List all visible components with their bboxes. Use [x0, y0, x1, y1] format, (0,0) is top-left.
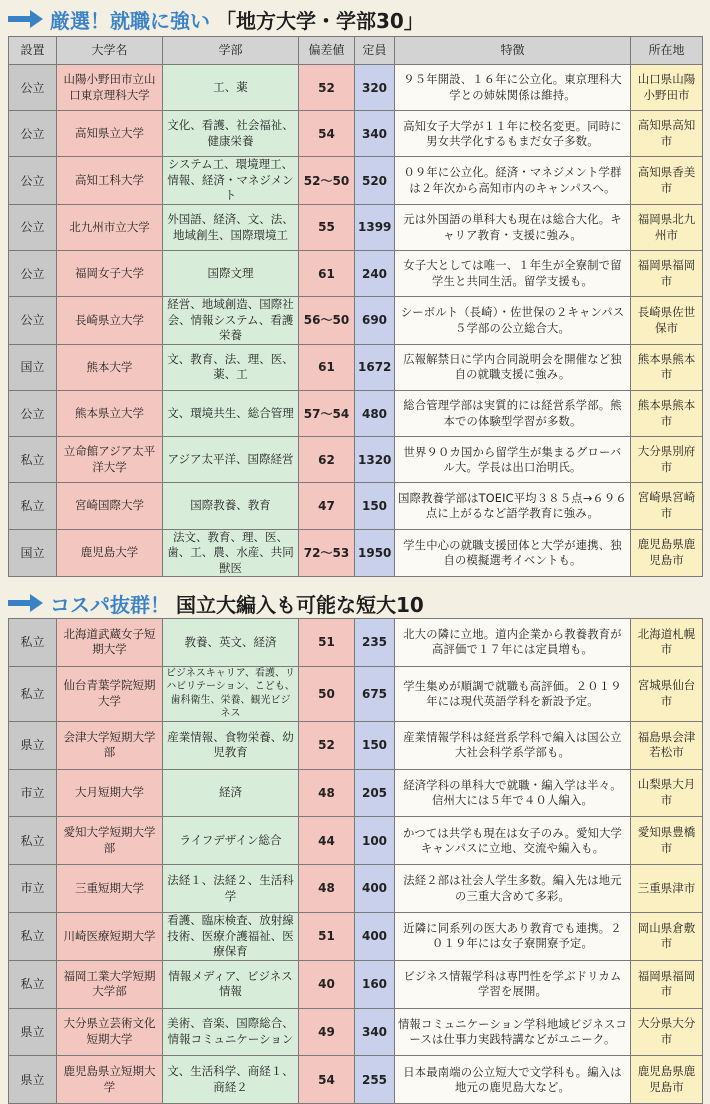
feature-cell: 女子大としては唯一、１年生が全寮制で留学生と共同生活。留学支援も。: [395, 251, 631, 297]
right-arrow-icon: [8, 9, 44, 29]
deviation-cell: 56〜50: [299, 297, 355, 345]
dept-cell: 外国語、経済、文、法、地域創生、国際環境工: [163, 204, 299, 250]
feature-cell: 法経２部は社会人学生多数。編入先は地元の三重大含めて多彩。: [395, 865, 631, 913]
deviation-cell: 52: [299, 65, 355, 111]
location-cell: 宮崎県宮崎市: [631, 483, 703, 529]
name-cell: 北九州市立大学: [57, 204, 163, 250]
capacity-cell: 520: [355, 157, 395, 205]
deviation-cell: 47: [299, 483, 355, 529]
deviation-cell: 61: [299, 344, 355, 390]
capacity-cell: 160: [355, 960, 395, 1008]
deviation-cell: 52: [299, 721, 355, 769]
header-type: 設置: [9, 37, 57, 65]
name-cell: 福岡女子大学: [57, 251, 163, 297]
type-cell: 公立: [9, 251, 57, 297]
name-cell: 長崎県立大学: [57, 297, 163, 345]
dept-cell: 文化、看護、社会福祉、健康栄養: [163, 111, 299, 157]
dept-cell: 看護、臨床検査、放射線技術、医療介護福祉、医療保育: [163, 912, 299, 960]
name-cell: 熊本大学: [57, 344, 163, 390]
dept-cell: ビジネスキャリア、看護、リハビリテーション、こども、歯科衛生、栄養、観光ビジネス: [163, 666, 299, 721]
feature-cell: 総合管理学部は実質的には経営系学部。熊本での体験型学習が多数。: [395, 391, 631, 437]
table-row: [9, 1008, 703, 1056]
type-cell: 市立: [9, 865, 57, 913]
capacity-cell: 675: [355, 666, 395, 721]
feature-cell: 高知女子大学が１１年に校名変更。同時に男女共学化するもまだ女子多数。: [395, 111, 631, 157]
dept-cell: 経営、地域創造、国際社会、情報システム、看護栄養: [163, 297, 299, 345]
deviation-cell: 62: [299, 437, 355, 483]
table-row: [9, 1056, 703, 1104]
location-cell: 宮城県仙台市: [631, 666, 703, 721]
name-cell: 福岡工業大学短期大学部: [57, 960, 163, 1008]
type-cell: 県立: [9, 1008, 57, 1056]
section2-title: [8, 588, 424, 618]
capacity-cell: 400: [355, 865, 395, 913]
capacity-cell: 480: [355, 391, 395, 437]
table-row: [9, 344, 703, 390]
location-cell: 大分県大分市: [631, 1008, 703, 1056]
deviation-cell: 54: [299, 1056, 355, 1104]
table-row: [9, 204, 703, 250]
name-cell: 大分県立芸術文化短期大学: [57, 1008, 163, 1056]
deviation-cell: 44: [299, 817, 355, 865]
type-cell: 私立: [9, 483, 57, 529]
header-name: 大学名: [57, 37, 163, 65]
location-cell: 愛知県豊橋市: [631, 817, 703, 865]
feature-cell: ０９年に公立化。経済・マネジメント学群は２年次から高知市内のキャンパスへ。: [395, 157, 631, 205]
table-row: [9, 666, 703, 721]
feature-cell: 情報コミュニケーション学科地域ビジネスコースは仕事力実践特講などがユニーク。: [395, 1008, 631, 1056]
dept-cell: ライフデザイン総合: [163, 817, 299, 865]
type-cell: 私立: [9, 817, 57, 865]
capacity-cell: 1320: [355, 437, 395, 483]
feature-cell: 広報解禁日に学内合同説明会を開催など独自の就職支援に強み。: [395, 344, 631, 390]
deviation-cell: 57〜54: [299, 391, 355, 437]
right-arrow-icon: [8, 593, 44, 613]
dept-cell: 経済: [163, 769, 299, 817]
header-deviation: 偏差値: [299, 37, 355, 65]
type-cell: 私立: [9, 437, 57, 483]
type-cell: 公立: [9, 391, 57, 437]
feature-cell: ９５年開設、１６年に公立化。東京理科大学との姉妹関係は維持。: [395, 65, 631, 111]
name-cell: 川崎医療短期大学: [57, 912, 163, 960]
dept-cell: 情報メディア、ビジネス情報: [163, 960, 299, 1008]
university-table-body: [9, 65, 703, 577]
table-row: [9, 912, 703, 960]
capacity-cell: 1399: [355, 204, 395, 250]
location-cell: 山口県山陽小野田市: [631, 65, 703, 111]
name-cell: 北海道武蔵女子短期大学: [57, 619, 163, 667]
name-cell: 鹿児島大学: [57, 529, 163, 577]
table-row: [9, 960, 703, 1008]
capacity-cell: 340: [355, 1008, 395, 1056]
deviation-cell: 51: [299, 619, 355, 667]
name-cell: 鹿児島県立短期大学: [57, 1056, 163, 1104]
feature-cell: 学生集めが順調で就職も高評価。２０１９年には現代英語学科を新設予定。: [395, 666, 631, 721]
table-row: [9, 391, 703, 437]
table-row: [9, 483, 703, 529]
table-row: [9, 817, 703, 865]
deviation-cell: 40: [299, 960, 355, 1008]
capacity-cell: 235: [355, 619, 395, 667]
type-cell: 県立: [9, 1056, 57, 1104]
table-row: [9, 529, 703, 577]
type-cell: 公立: [9, 204, 57, 250]
table-row: [9, 865, 703, 913]
location-cell: 鹿児島県鹿児島市: [631, 529, 703, 577]
junior-college-table: [8, 618, 703, 1104]
deviation-cell: 49: [299, 1008, 355, 1056]
name-cell: 三重短期大学: [57, 865, 163, 913]
deviation-cell: 52〜50: [299, 157, 355, 205]
dept-cell: 工、薬: [163, 65, 299, 111]
table-header-row: [9, 37, 703, 65]
feature-cell: 近隣に同系列の医大あり教育でも連携。２０１９年には女子寮開寮予定。: [395, 912, 631, 960]
name-cell: 熊本県立大学: [57, 391, 163, 437]
name-cell: 仙台青葉学院短期大学: [57, 666, 163, 721]
type-cell: 国立: [9, 344, 57, 390]
capacity-cell: 1950: [355, 529, 395, 577]
feature-cell: 北大の隣に立地。道内企業から教養教育が高評価で１７年には定員増も。: [395, 619, 631, 667]
name-cell: 会津大学短期大学部: [57, 721, 163, 769]
dept-cell: 美術、音楽、国際総合、情報コミュニケーション: [163, 1008, 299, 1056]
dept-cell: 文、環境共生、総合管理: [163, 391, 299, 437]
feature-cell: シーボルト（長崎）・佐世保の２キャンパス５学部の公立総合大。: [395, 297, 631, 345]
capacity-cell: 1672: [355, 344, 395, 390]
section1-title: [8, 4, 424, 34]
capacity-cell: 320: [355, 65, 395, 111]
capacity-cell: 240: [355, 251, 395, 297]
junior-college-table-body: [9, 619, 703, 1104]
capacity-cell: 255: [355, 1056, 395, 1104]
location-cell: 三重県津市: [631, 865, 703, 913]
deviation-cell: 54: [299, 111, 355, 157]
table-row: [9, 157, 703, 205]
dept-cell: アジア太平洋、国際経営: [163, 437, 299, 483]
type-cell: 私立: [9, 960, 57, 1008]
dept-cell: 国際文理: [163, 251, 299, 297]
deviation-cell: 61: [299, 251, 355, 297]
deviation-cell: 48: [299, 865, 355, 913]
capacity-cell: 340: [355, 111, 395, 157]
type-cell: 公立: [9, 157, 57, 205]
location-cell: 長崎県佐世保市: [631, 297, 703, 345]
name-cell: 高知県立大学: [57, 111, 163, 157]
name-cell: 高知工科大学: [57, 157, 163, 205]
location-cell: 高知県高知市: [631, 111, 703, 157]
capacity-cell: 205: [355, 769, 395, 817]
name-cell: 愛知大学短期大学部: [57, 817, 163, 865]
section2-title-accent: コスパ抜群！: [50, 592, 170, 617]
capacity-cell: 690: [355, 297, 395, 345]
location-cell: 高知県香美市: [631, 157, 703, 205]
capacity-cell: 100: [355, 817, 395, 865]
capacity-cell: 400: [355, 912, 395, 960]
type-cell: 公立: [9, 297, 57, 345]
location-cell: 福島県会津若松市: [631, 721, 703, 769]
header-dept: 学部: [163, 37, 299, 65]
header-capacity: 定員: [355, 37, 395, 65]
dept-cell: システム工、環境理工、情報、経済・マネジメント: [163, 157, 299, 205]
type-cell: 公立: [9, 111, 57, 157]
header-feature: 特徴: [395, 37, 631, 65]
location-cell: 大分県別府市: [631, 437, 703, 483]
type-cell: 国立: [9, 529, 57, 577]
feature-cell: 国際教養学部はTOEIC平均３８５点→６９６点に上がるなど語学教育に強み。: [395, 483, 631, 529]
dept-cell: 法文、教育、理、医、歯、工、農、水産、共同獣医: [163, 529, 299, 577]
location-cell: 熊本県熊本市: [631, 344, 703, 390]
deviation-cell: 72〜53: [299, 529, 355, 577]
section1-title-main: 「地方大学・学部30」: [216, 8, 424, 33]
location-cell: 北海道札幌市: [631, 619, 703, 667]
table-row: [9, 297, 703, 345]
location-cell: 熊本県熊本市: [631, 391, 703, 437]
name-cell: 宮崎国際大学: [57, 483, 163, 529]
feature-cell: 世界９０カ国から留学生が集まるグローバル大。学長は出口治明氏。: [395, 437, 631, 483]
deviation-cell: 50: [299, 666, 355, 721]
type-cell: 公立: [9, 65, 57, 111]
table-row: [9, 769, 703, 817]
type-cell: 市立: [9, 769, 57, 817]
feature-cell: ビジネス情報学科は専門性を学ぶドリカム学習を展開。: [395, 960, 631, 1008]
location-cell: 福岡県福岡市: [631, 960, 703, 1008]
name-cell: 大月短期大学: [57, 769, 163, 817]
dept-cell: 文、生活科学、商経１、商経２: [163, 1056, 299, 1104]
location-cell: 鹿児島県鹿児島市: [631, 1056, 703, 1104]
table-row: [9, 251, 703, 297]
location-cell: 岡山県倉敷市: [631, 912, 703, 960]
section2-title-main: 国立大編入も可能な短大10: [176, 592, 424, 617]
header-location: 所在地: [631, 37, 703, 65]
table-row: [9, 619, 703, 667]
dept-cell: 文、教育、法、理、医、薬、工: [163, 344, 299, 390]
feature-cell: 経済学科の単科大で就職・編入学は半々。信州大には５年で４０人編入。: [395, 769, 631, 817]
section1-title-accent: 厳選！就職に強い: [50, 8, 210, 33]
feature-cell: かつては共学も現在は女子のみ。愛知大学キャンパスに立地、交流や編入も。: [395, 817, 631, 865]
deviation-cell: 51: [299, 912, 355, 960]
feature-cell: 産業情報学科は経営系学科で編入は国公立大社会科学系学部も。: [395, 721, 631, 769]
feature-cell: 元は外国語の単科大も現在は総合大化。キャリア教育・支援に強み。: [395, 204, 631, 250]
type-cell: 県立: [9, 721, 57, 769]
table-row: [9, 721, 703, 769]
table-row: [9, 437, 703, 483]
feature-cell: 日本最南端の公立短大で文学科も。編入は地元の鹿児島大など。: [395, 1056, 631, 1104]
feature-cell: 学生中心の就職支援団体と大学が連携、独自の模擬選考イベントも。: [395, 529, 631, 577]
location-cell: 福岡県北九州市: [631, 204, 703, 250]
type-cell: 私立: [9, 912, 57, 960]
dept-cell: 法経１、法経２、生活科学: [163, 865, 299, 913]
type-cell: 私立: [9, 619, 57, 667]
deviation-cell: 48: [299, 769, 355, 817]
dept-cell: 国際教養、教育: [163, 483, 299, 529]
dept-cell: 産業情報、食物栄養、幼児教育: [163, 721, 299, 769]
capacity-cell: 150: [355, 483, 395, 529]
location-cell: 福岡県福岡市: [631, 251, 703, 297]
university-table: [8, 36, 703, 577]
name-cell: 山陽小野田市立山口東京理科大学: [57, 65, 163, 111]
name-cell: 立命館アジア太平洋大学: [57, 437, 163, 483]
capacity-cell: 150: [355, 721, 395, 769]
location-cell: 山梨県大月市: [631, 769, 703, 817]
table-row: [9, 111, 703, 157]
deviation-cell: 55: [299, 204, 355, 250]
table-row: [9, 65, 703, 111]
type-cell: 私立: [9, 666, 57, 721]
dept-cell: 教養、英文、経済: [163, 619, 299, 667]
